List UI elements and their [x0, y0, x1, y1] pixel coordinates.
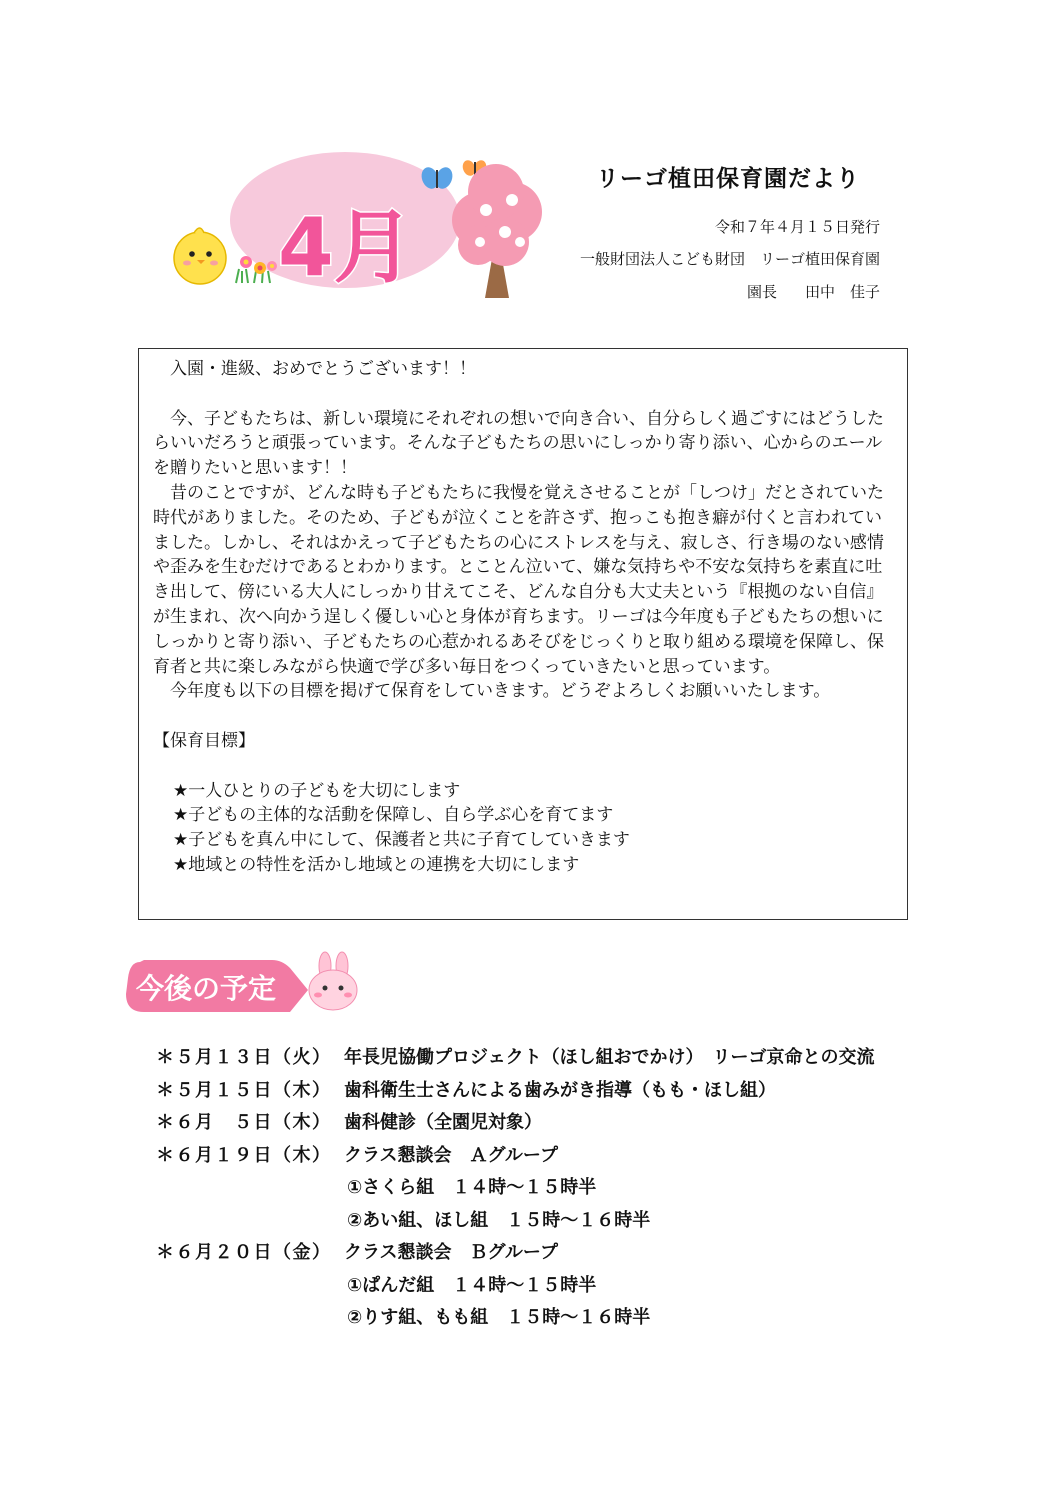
- goal-item: ★子どもを真ん中にして、保護者と共に子育てしていきます: [173, 830, 630, 851]
- message-box: [138, 348, 908, 920]
- newsletter-title: リーゴ植田保育園だより: [596, 166, 860, 192]
- greeting: 入園・進級、おめでとうございます！！: [170, 359, 476, 379]
- goal-item: ★一人ひとりの子どもを大切にします: [173, 780, 461, 801]
- message-paragraph-3: 今年度も以下の目標を掲げて保育をしていきます。どうぞよろしくお願いいたします。: [170, 681, 831, 702]
- schedule-subitem: ②りす組、もも組 １５時～１６時半: [347, 1307, 651, 1328]
- director: [747, 281, 880, 302]
- schedule-event: 歯科健診（全園児対象）: [344, 1112, 542, 1133]
- message-paragraph-2: 昔のことですが、どんな時も子どもたちに我慢を覚えさせることが「しつけ」だとされていた時代がありました。そのため、子どもが泣くことを許さず、抱っこも抱き癖が付くと言われていました。しかし、それはかえって子どもたちの心にストレスを与え、寂しさ、行き場のない感情や歪みを生むだけであるとわかります。とことん泣いて、嫌な気持ちや不安な気持ちを素直に吐き出して、傍にいる大人にしっかり甘えてこそ、どんな自分も大丈夫という『根拠のない自信』が生まれ、次へ向かう逞しく優しい心と身体が育ちます。リーゴは今年度も子どもたちの想いにしっかりと寄り添い、子どもたちの心惹かれるあそびをじっくりと取り組める環境を保障し、保育者と共に楽しみながら快適で学び多い毎日をつくっていきたいと思っています。: [153, 482, 884, 677]
- schedule-list: [156, 1042, 956, 1335]
- director-role: 園長: [746, 283, 777, 301]
- schedule-date: ＊６月 ５日（木）: [156, 1112, 332, 1133]
- schedule-subitem: ①ぱんだ組 １４時～１５時半: [347, 1274, 597, 1296]
- goal-item: ★子どもの主体的な活動を保障し、自ら学ぶ心を育てます: [173, 805, 614, 826]
- schedule-item: [156, 1237, 956, 1270]
- schedule-date: ＊６月１９日（木）: [156, 1144, 332, 1166]
- chick-icon: [174, 228, 226, 284]
- header-illustration: [160, 150, 560, 320]
- message-paragraph-1: 今、子どもたちは、新しい環境にそれぞれの想いで向き合い、自分らしく過ごすにはどうしたらいいだろうと頑張っています。そんな子どもたちの思いにしっかり寄り添い、心からのエールを贈りたいと思います！！: [153, 408, 884, 479]
- issue-date: 令和７年４月１５日発行: [714, 218, 880, 236]
- bunny-icon: [309, 952, 357, 1010]
- schedule-subitem: ①さくら組 １４時～１５時半: [347, 1177, 597, 1198]
- schedule-event: クラス懇談会 Ａグループ: [344, 1144, 559, 1166]
- director-name: 田中 佳子: [804, 283, 880, 301]
- schedule-item: [156, 1075, 956, 1108]
- schedule-heading-text: 今後の予定: [136, 972, 277, 1005]
- schedule-date: ＊５月１５日（木）: [156, 1079, 332, 1101]
- goals-heading: 【保育目標】: [153, 730, 255, 751]
- goal-item: ★地域との特性を活かし地域との連携を大切にします: [173, 854, 580, 875]
- schedule-item: [156, 1107, 956, 1140]
- schedule-event: 年長児協働プロジェクト（ほし組おでかけ） リーゴ京命との交流: [344, 1047, 875, 1068]
- schedule-item: [156, 1042, 956, 1075]
- schedule-date: ＊５月１３日（火）: [156, 1047, 332, 1068]
- schedule-heading-badge: [122, 950, 372, 1020]
- schedule-event: 歯科衛生士さんによる歯みがき指導（もも・ほし組）: [344, 1079, 776, 1101]
- schedule-subitem: ②あい組、ほし組 １５時～１６時半: [347, 1209, 651, 1231]
- month-badge-text: 4月: [278, 201, 414, 294]
- schedule-date: ＊６月２０日（金）: [156, 1242, 332, 1263]
- publisher: 一般財団法人こども財団 リーゴ植田保育園: [579, 250, 880, 268]
- schedule-event: クラス懇談会 Ｂグループ: [344, 1242, 559, 1263]
- schedule-item: [156, 1140, 956, 1173]
- cherry-tree-icon: [452, 164, 542, 298]
